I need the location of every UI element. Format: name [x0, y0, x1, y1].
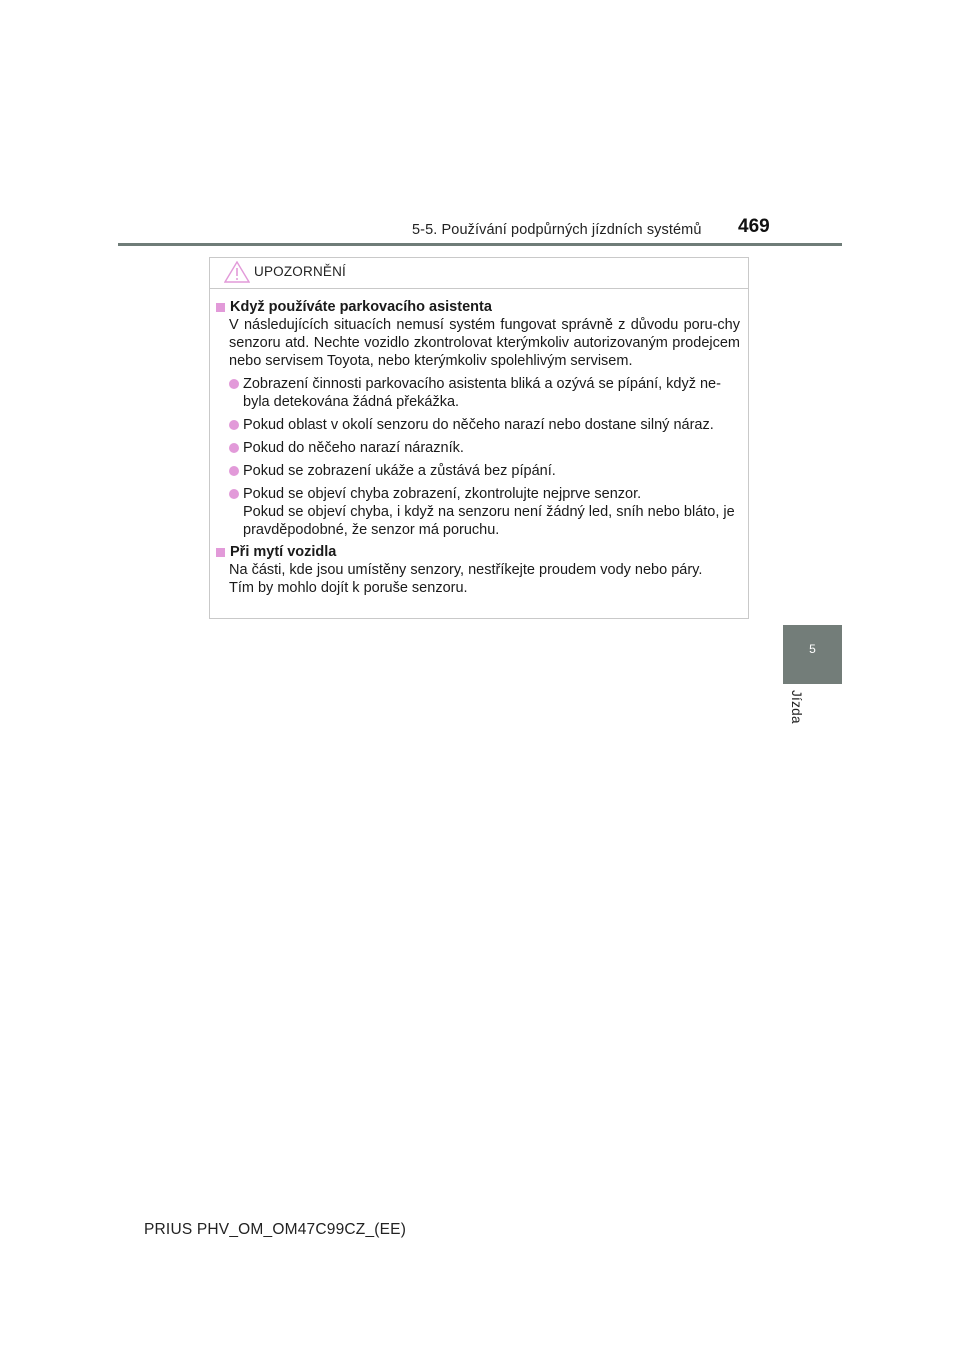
section-paragraph: V následujících situacích nemusí systém fungovat správně z důvodu poru-chy senzoru atd. Nechte vozidlo zkontrolovat kterýmkoliv autorizovaným prodejcem nebo servisem Toyota, nebo kterýmkoliv spolehlivým servisem.: [229, 317, 740, 369]
list-item: [229, 485, 740, 539]
section-car-wash: [216, 543, 740, 597]
chapter-name: Jízda: [789, 690, 804, 724]
warning-body: [210, 289, 748, 597]
section-parking-assist: [216, 298, 740, 539]
round-bullet-icon: [229, 489, 239, 499]
section-header-title: 5-5. Používání podpůrných jízdních systémů: [412, 222, 702, 238]
square-bullet-icon: [216, 548, 225, 557]
round-bullet-icon: [229, 420, 239, 430]
bullet-continuation: Pokud se objeví chyba, i když na senzoru není žádný led, sníh nebo bláto, je pravděpodobné, že senzor má poruchu.: [243, 504, 735, 538]
section-paragraph: Na části, kde jsou umístěny senzory, nestříkejte proudem vody nebo páry. Tím by mohlo dojít k poruše senzoru.: [229, 562, 703, 596]
list-item: Zobrazení činnosti parkovacího asistenta bliká a ozývá se pípání, když ne-byla detekována žádná překážka.: [229, 375, 740, 411]
bullet-line: Pokud se objeví chyba zobrazení, zkontrolujte nejprve senzor.: [243, 486, 642, 502]
chapter-tab: 5: [783, 625, 842, 684]
round-bullet-icon: [229, 379, 239, 389]
list-item: Pokud oblast v okolí senzoru do něčeho narazí nebo dostane silný náraz.: [229, 416, 740, 434]
warning-header: [210, 258, 748, 289]
list-item: Pokud do něčeho narazí nárazník.: [229, 439, 740, 457]
round-bullet-icon: [229, 466, 239, 476]
list-item: Pokud se zobrazení ukáže a zůstává bez pípání.: [229, 462, 740, 480]
round-bullet-icon: [229, 443, 239, 453]
warning-box: [209, 257, 749, 619]
section-heading: Když používáte parkovacího asistenta: [230, 299, 492, 315]
square-bullet-icon: [216, 303, 225, 312]
page-number: 469: [738, 216, 770, 237]
section-heading: Při mytí vozidla: [230, 544, 337, 560]
warning-triangle-icon: [224, 261, 250, 288]
document-code: PRIUS PHV_OM_OM47C99CZ_(EE): [144, 1221, 407, 1238]
header-divider: [118, 243, 842, 246]
warning-title: UPOZORNĚNÍ: [254, 264, 347, 279]
